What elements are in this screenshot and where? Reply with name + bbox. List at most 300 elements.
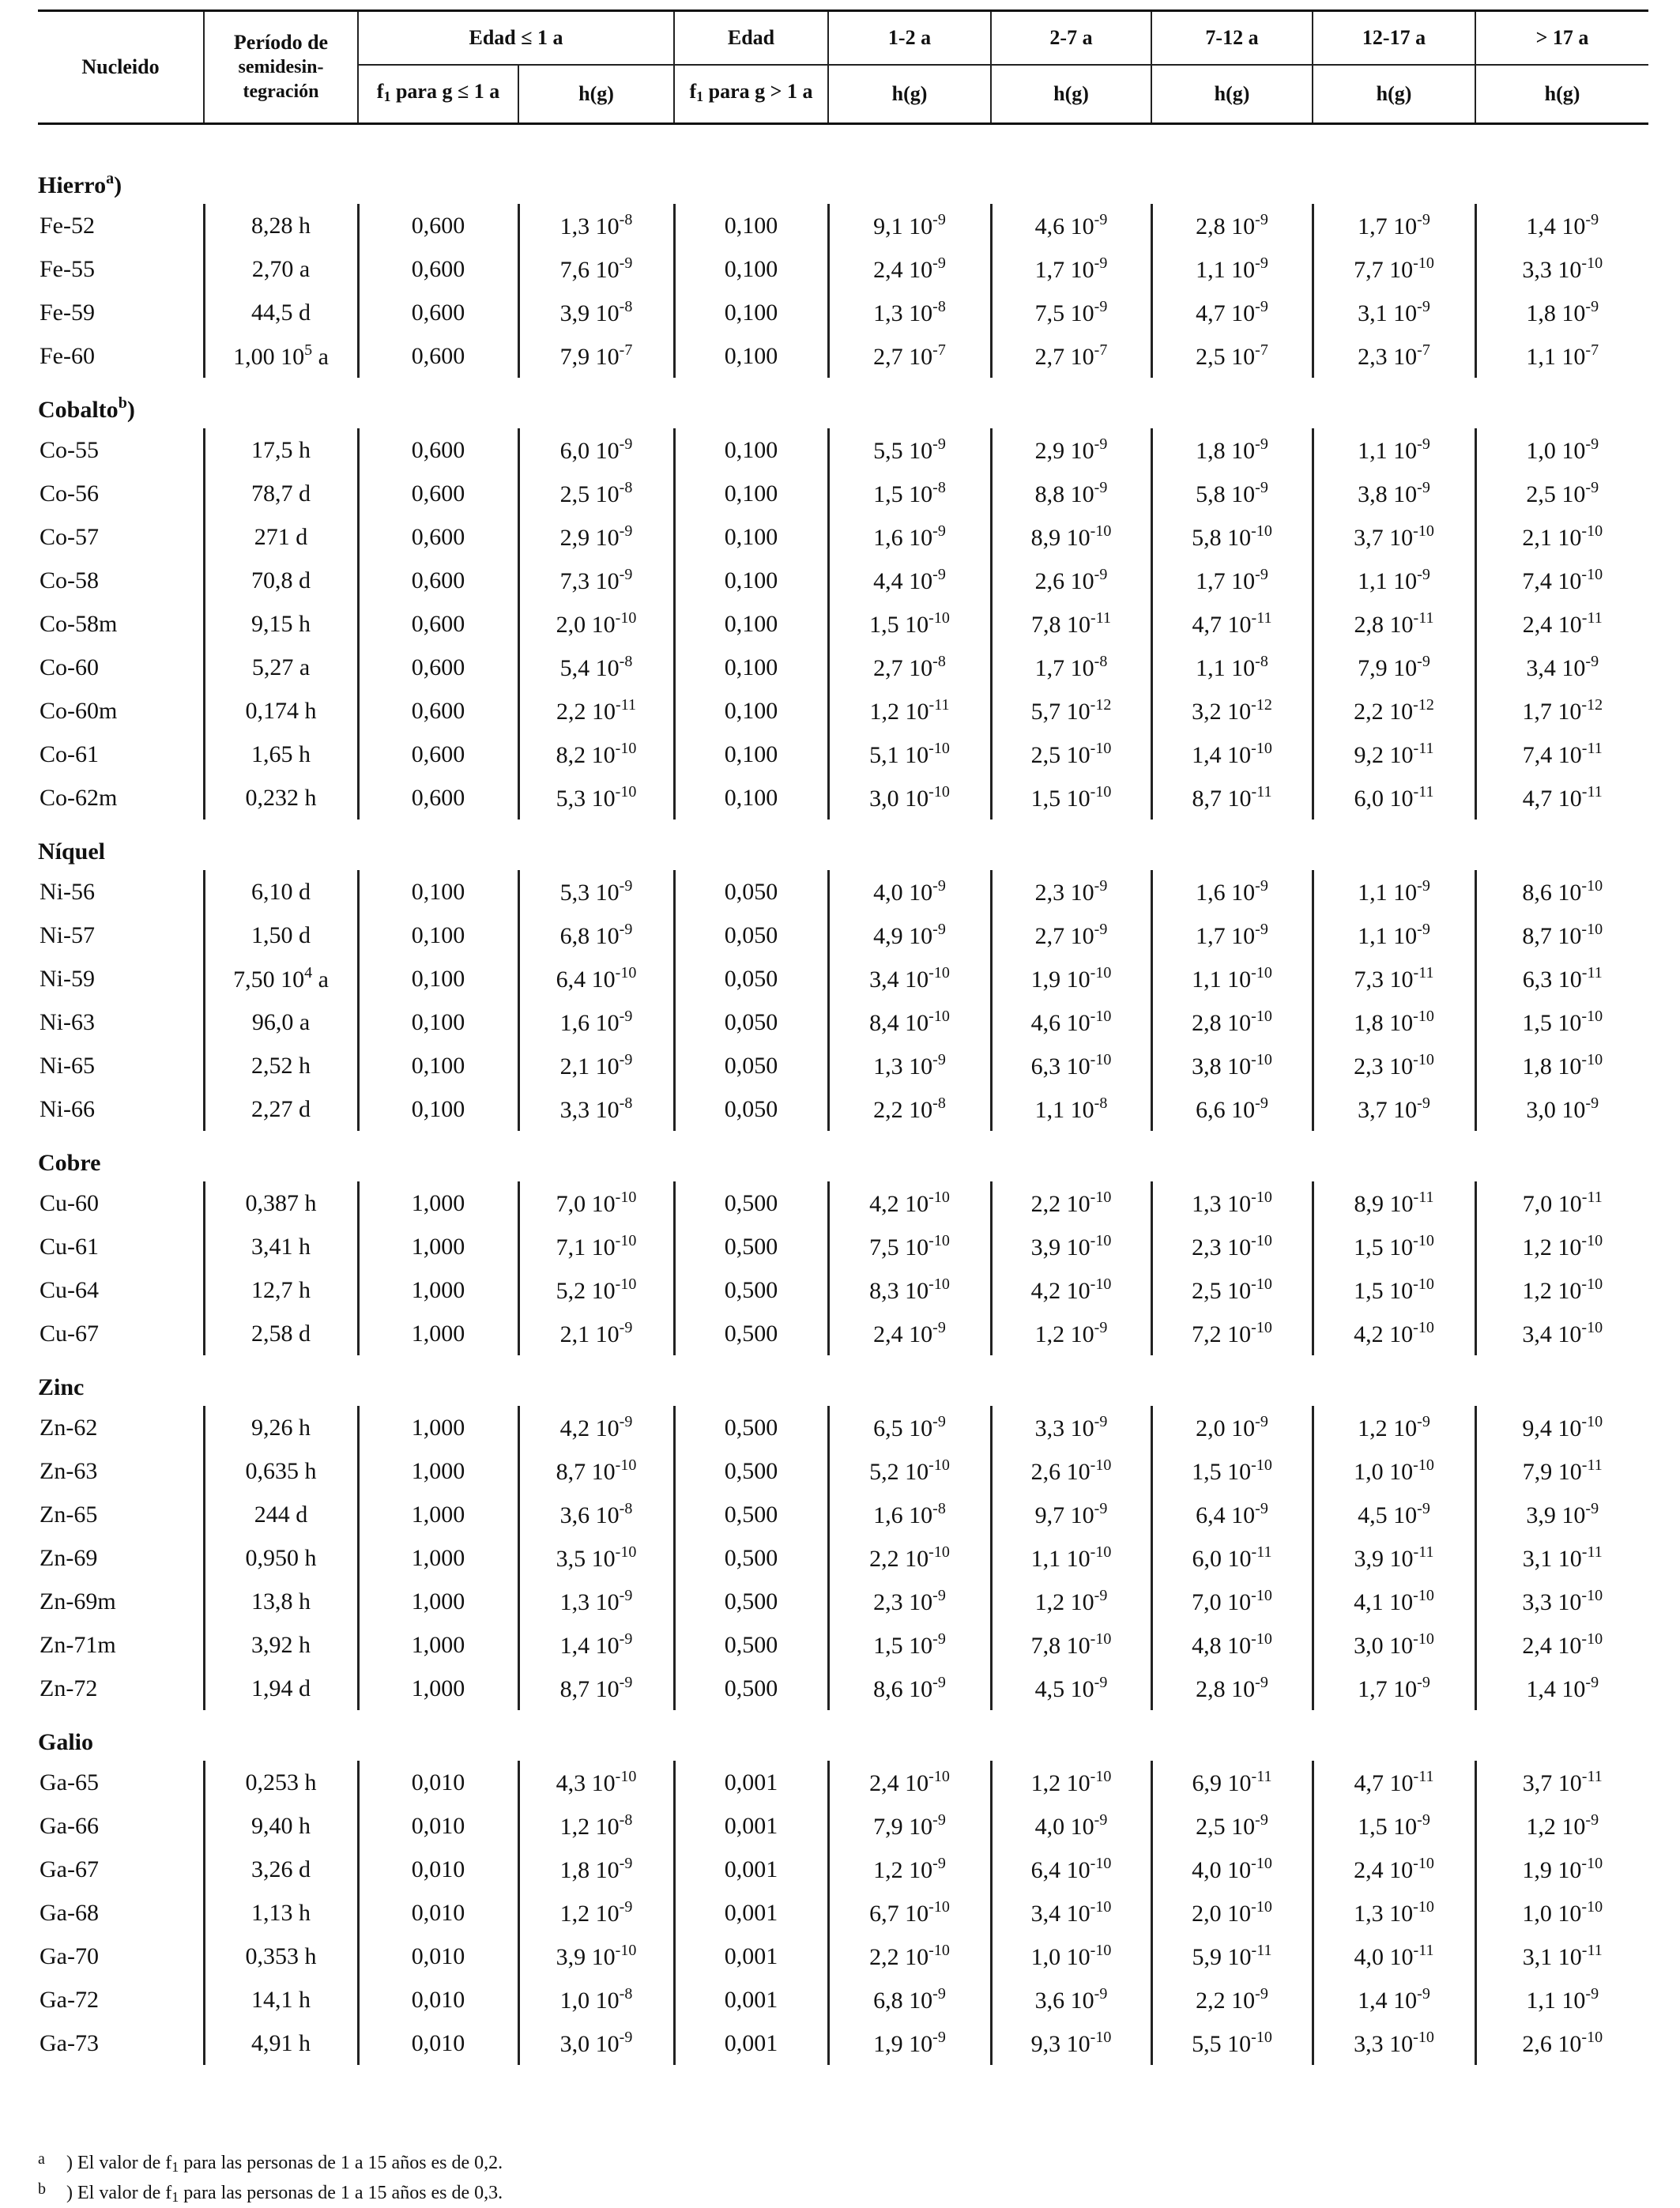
cell-hg-12-17 [1313,1848,1475,1891]
g3-r3-hg-12-17-exponent: -10 [1413,1319,1434,1336]
cell-hg-2-7 [991,1225,1151,1268]
cell-half-life: 9,15 h [204,602,358,646]
g1-r5-hg-1-2-exponent: -8 [932,653,946,670]
cell-nuclide: Ni-59 [40,965,95,992]
cell-hg-gt17 [1475,1493,1648,1536]
g5-r1-hg-7-12-exponent: -9 [1255,1811,1268,1829]
header-f1-gt1: $f_1$ para g > 1 a [674,65,828,124]
cell-hg-1-2 [828,1449,991,1493]
cell-half-life: 3,26 d [204,1848,358,1891]
g2-r3-hg-12-17-mantissa: 1,8 10 [1354,1010,1414,1036]
cell-half-life: 12,7 h [204,1268,358,1312]
g2-r3-hg-le1-exponent: -9 [619,1008,633,1025]
g2-r1-hg-le1-exponent: -9 [619,921,633,938]
g0-r3-hg-1-2-exponent: -7 [932,341,946,359]
cell-hg-1-2 [828,1623,991,1667]
g5-r5-hg-le1-mantissa: 1,0 10 [559,1988,620,2014]
g4-r2-hg-le1-mantissa: 3,6 10 [559,1502,620,1528]
cell-hg-2-7 [991,2021,1151,2065]
g5-r4-hg-2-7-mantissa: 1,0 10 [1030,1944,1090,1970]
group-title [38,378,1648,428]
g5-r5-hg-gt17-mantissa: 1,1 10 [1526,1988,1586,2014]
cell-f1-gt1: 0,100 [674,776,828,820]
cell-f1-le1: 0,600 [358,733,518,776]
g0-r3-hg-2-7-mantissa: 2,7 10 [1034,344,1094,370]
g1-r0-hg-7-12-exponent: -9 [1255,435,1268,453]
cell-f1-gt1: 0,001 [674,2021,828,2065]
cell-hg-7-12 [1151,428,1313,472]
cell-nuclide: Ni-63 [40,1008,95,1035]
cell-hg-le1 [518,1848,674,1891]
cell-hg-7-12 [1151,2021,1313,2065]
g0-r2-hg-12-17-exponent: -9 [1417,298,1430,315]
g3-r0-hg-1-2-exponent: -10 [929,1189,950,1206]
cell-hg-gt17 [1475,2021,1648,2065]
cell-f1-le1: 0,600 [358,776,518,820]
cell-f1-gt1: 0,001 [674,1891,828,1935]
g0-r0-hg-1-2-exponent: -9 [932,211,946,228]
g1-r3-hg-gt17-mantissa: 7,4 10 [1522,568,1582,594]
g2-r5-hg-le1-mantissa: 3,3 10 [559,1097,620,1123]
g0-r1-hg-1-2-mantissa: 2,4 10 [873,257,933,283]
g3-r2-hg-gt17-exponent: -10 [1581,1275,1603,1293]
cell-hg-12-17 [1313,2021,1475,2065]
cell-f1-gt1: 0,001 [674,1978,828,2021]
g2-r2-half-life-exponent: 4 [304,964,313,982]
table-row [38,1493,1648,1536]
g4-r3-hg-2-7-mantissa: 1,1 10 [1030,1546,1090,1572]
cell-hg-12-17 [1313,428,1475,472]
g3-r3-hg-12-17-mantissa: 4,2 10 [1354,1321,1414,1347]
footnote-text-prefix-0: El valor de f [73,2153,172,2173]
g1-r6-hg-7-12-mantissa: 3,2 10 [1192,699,1252,725]
footnote [38,2148,503,2178]
g3-r3-hg-7-12-mantissa: 7,2 10 [1192,1321,1252,1347]
g0-r1-hg-7-12-mantissa: 1,1 10 [1196,257,1256,283]
header-hg-12-17: h(g) [1313,65,1475,124]
table-row [38,957,1648,1000]
g2-r3-hg-12-17-exponent: -10 [1413,1008,1434,1025]
cell-hg-7-12 [1151,1493,1313,1536]
table-row [38,1000,1648,1044]
cell-f1-gt1: 0,001 [674,1935,828,1978]
cell-hg-gt17 [1475,1181,1648,1225]
g0-r3-hg-7-12-exponent: -7 [1255,341,1268,359]
cell-hg-7-12 [1151,515,1313,559]
cell-hg-1-2 [828,1225,991,1268]
g4-r0-hg-gt17-mantissa: 9,4 10 [1522,1415,1582,1441]
footnote [38,2178,503,2208]
cell-hg-1-2 [828,1312,991,1355]
g2-r4-hg-gt17-exponent: -10 [1581,1051,1603,1068]
g0-r0-hg-1-2-mantissa: 9,1 10 [873,213,933,239]
g5-r6-hg-2-7-mantissa: 9,3 10 [1030,2031,1090,2057]
g4-r3-hg-2-7-exponent: -10 [1090,1543,1112,1561]
g5-r4-hg-gt17-mantissa: 3,1 10 [1522,1944,1582,1970]
g5-r4-hg-1-2-mantissa: 2,2 10 [869,1944,929,1970]
header-hg-le1: h(g) [518,65,674,124]
cell-hg-le1 [518,1449,674,1493]
footnote-paren-1: ) [66,2183,73,2203]
group-title [38,1710,1648,1761]
g2-r1-hg-7-12-mantissa: 1,7 10 [1196,923,1256,949]
g4-r0-hg-le1-exponent: -9 [619,1413,633,1430]
cell-hg-1-2 [828,733,991,776]
cell-hg-2-7 [991,1804,1151,1848]
g0-r0-hg-le1-mantissa: 1,3 10 [559,213,620,239]
g4-r6-hg-1-2-mantissa: 8,6 10 [873,1676,933,1702]
g5-r1-hg-gt17-exponent: -9 [1585,1811,1599,1829]
cell-hg-2-7 [991,1536,1151,1580]
table-row [38,204,1648,247]
table-row [38,1580,1648,1623]
cell-f1-le1: 0,100 [358,870,518,914]
cell-half-life: 2,27 d [204,1087,358,1131]
g4-r1-hg-gt17-exponent: -11 [1581,1456,1603,1474]
g5-r4-hg-2-7-exponent: -10 [1090,1942,1112,1959]
cell-hg-le1 [518,1493,674,1536]
cell-hg-le1 [518,472,674,515]
cell-hg-1-2 [828,914,991,957]
g4-r6-hg-gt17-exponent: -9 [1585,1674,1599,1691]
cell-nuclide: Cu-67 [40,1320,99,1347]
g5-r5-hg-7-12-mantissa: 2,2 10 [1196,1988,1256,2014]
g4-r0-hg-1-2-mantissa: 6,5 10 [873,1415,933,1441]
g3-r3-hg-1-2-exponent: -9 [932,1319,946,1336]
cell-hg-12-17 [1313,1087,1475,1131]
cell-f1-gt1: 0,500 [674,1312,828,1355]
g2-r2-half-life-unit: a [312,966,329,993]
cell-hg-12-17 [1313,247,1475,291]
group-name: Galio [38,1729,94,1755]
g1-r3-hg-7-12-exponent: -9 [1255,566,1268,583]
footnote-sub-1: 1 [171,2189,179,2205]
cell-hg-7-12 [1151,1536,1313,1580]
cell-half-life: 96,0 a [204,1000,358,1044]
cell-hg-1-2 [828,776,991,820]
g4-r4-hg-7-12-mantissa: 7,0 10 [1192,1589,1252,1615]
g5-r1-hg-7-12-mantissa: 2,5 10 [1196,1814,1256,1840]
cell-hg-le1 [518,1087,674,1131]
cell-f1-gt1: 0,001 [674,1761,828,1804]
g2-r0-hg-7-12-exponent: -9 [1255,877,1268,895]
cell-hg-12-17 [1313,1804,1475,1848]
g1-r5-hg-gt17-exponent: -9 [1585,653,1599,670]
table-row [38,1804,1648,1848]
cell-hg-le1 [518,914,674,957]
cell-f1-le1: 1,000 [358,1667,518,1710]
g4-r0-hg-7-12-mantissa: 2,0 10 [1196,1415,1256,1441]
g4-r6-hg-12-17-mantissa: 1,7 10 [1358,1676,1418,1702]
cell-half-life: 44,5 d [204,291,358,334]
group-header-row [38,1710,1648,1761]
cell-hg-gt17 [1475,1225,1648,1268]
g5-r6-hg-le1-mantissa: 3,0 10 [559,2031,620,2057]
cell-hg-12-17 [1313,1449,1475,1493]
cell-hg-2-7 [991,689,1151,733]
header-half-life-line2: semidesin- [238,57,324,77]
g5-r2-hg-12-17-mantissa: 2,4 10 [1354,1857,1414,1883]
g5-r4-hg-le1-mantissa: 3,9 10 [556,1944,616,1970]
g4-r3-hg-1-2-mantissa: 2,2 10 [869,1546,929,1572]
g3-r0-hg-le1-exponent: -10 [615,1189,637,1206]
cell-hg-7-12 [1151,1406,1313,1449]
g5-r6-hg-le1-exponent: -9 [619,2029,633,2046]
cell-half-life: 0,353 h [204,1935,358,1978]
g4-r5-hg-1-2-exponent: -9 [932,1630,946,1648]
g2-r3-hg-1-2-exponent: -10 [929,1008,950,1025]
cell-nuclide: Fe-55 [40,255,95,282]
cell-f1-gt1: 0,100 [674,204,828,247]
g4-r0-hg-2-7-exponent: -9 [1094,1413,1108,1430]
table-row [38,1312,1648,1355]
table-row [38,602,1648,646]
cell-hg-12-17 [1313,472,1475,515]
g5-r5-hg-2-7-exponent: -9 [1094,1985,1108,2003]
g2-r4-hg-7-12-mantissa: 3,8 10 [1192,1053,1252,1080]
g2-r5-hg-12-17-exponent: -9 [1417,1095,1430,1112]
g1-r8-hg-1-2-mantissa: 3,0 10 [869,786,929,812]
g4-r1-hg-gt17-mantissa: 7,9 10 [1522,1459,1582,1485]
g3-r0-hg-12-17-mantissa: 8,9 10 [1354,1191,1414,1217]
g3-r0-hg-12-17-exponent: -11 [1413,1189,1434,1206]
cell-hg-gt17 [1475,957,1648,1000]
g1-r0-hg-le1-exponent: -9 [619,435,633,453]
g2-r0-hg-gt17-mantissa: 8,6 10 [1522,880,1582,906]
cell-f1-le1: 1,000 [358,1181,518,1225]
g0-r3-hg-gt17-exponent: -7 [1585,341,1599,359]
g4-r5-hg-gt17-exponent: -10 [1581,1630,1603,1648]
cell-nuclide: Co-60 [40,654,99,680]
cell-f1-gt1: 0,500 [674,1580,828,1623]
g1-r2-hg-2-7-mantissa: 8,9 10 [1030,525,1090,551]
g2-r2-hg-gt17-mantissa: 6,3 10 [1522,966,1582,993]
g2-r3-hg-1-2-mantissa: 8,4 10 [869,1010,929,1036]
cell-f1-le1: 0,100 [358,1044,518,1087]
table-row [38,2021,1648,2065]
cell-f1-gt1: 0,100 [674,472,828,515]
cell-hg-1-2 [828,602,991,646]
table-row [38,1087,1648,1131]
header-f1-le1: $f_1$ para g ≤ 1 a [358,65,518,124]
group-name: Cobalto [38,397,119,423]
g1-r3-hg-7-12-mantissa: 1,7 10 [1196,568,1256,594]
table-row [38,1044,1648,1087]
cell-f1-le1: 1,000 [358,1225,518,1268]
cell-hg-2-7 [991,334,1151,378]
g1-r6-hg-gt17-exponent: -12 [1581,696,1603,714]
g2-r5-hg-2-7-mantissa: 1,1 10 [1034,1097,1094,1123]
table-row [38,1891,1648,1935]
cell-hg-7-12 [1151,247,1313,291]
cell-hg-2-7 [991,957,1151,1000]
cell-hg-12-17 [1313,204,1475,247]
g4-r5-hg-2-7-exponent: -10 [1090,1630,1112,1648]
cell-hg-7-12 [1151,689,1313,733]
table-row [38,914,1648,957]
cell-hg-2-7 [991,204,1151,247]
group-header-row [38,1355,1648,1406]
cell-hg-gt17 [1475,1536,1648,1580]
g4-r6-hg-le1-exponent: -9 [619,1674,633,1691]
cell-half-life: 3,41 h [204,1225,358,1268]
cell-half-life [204,957,358,1000]
g5-r6-hg-1-2-exponent: -9 [932,2029,946,2046]
g0-r2-hg-le1-exponent: -8 [619,298,633,315]
g0-r1-hg-7-12-exponent: -9 [1255,254,1268,272]
group-note-paren: ) [114,172,122,198]
cell-hg-1-2 [828,291,991,334]
header-age-le1: Edad ≤ 1 a [358,11,674,66]
cell-hg-2-7 [991,1935,1151,1978]
cell-f1-gt1: 0,500 [674,1667,828,1710]
group-title [38,820,1648,870]
cell-f1-le1: 1,000 [358,1536,518,1580]
cell-hg-le1 [518,1891,674,1935]
g4-r5-hg-7-12-exponent: -10 [1251,1630,1272,1648]
cell-hg-1-2 [828,1000,991,1044]
cell-hg-12-17 [1313,1667,1475,1710]
cell-nuclide: Fe-59 [40,299,95,326]
cell-hg-le1 [518,1225,674,1268]
g4-r3-hg-12-17-exponent: -11 [1413,1543,1434,1561]
cell-nuclide: Ni-56 [40,878,95,905]
cell-f1-gt1: 0,500 [674,1181,828,1225]
cell-hg-gt17 [1475,646,1648,689]
footnote-text-prefix-1: El valor de f [73,2183,172,2203]
cell-f1-le1: 0,010 [358,1935,518,1978]
g5-r5-hg-12-17-exponent: -9 [1417,1985,1430,2003]
group-name: Zinc [38,1374,85,1400]
cell-hg-7-12 [1151,1044,1313,1087]
cell-f1-le1: 0,100 [358,914,518,957]
header-half-life [204,11,358,124]
cell-f1-gt1: 0,050 [674,914,828,957]
cell-hg-le1 [518,334,674,378]
cell-nuclide: Cu-61 [40,1233,99,1260]
g1-r0-hg-1-2-mantissa: 5,5 10 [873,438,933,464]
g2-r0-hg-7-12-mantissa: 1,6 10 [1196,880,1256,906]
g1-r1-hg-2-7-exponent: -9 [1094,479,1108,496]
g1-r5-hg-12-17-mantissa: 7,9 10 [1358,655,1418,681]
cell-hg-12-17 [1313,1891,1475,1935]
cell-half-life: 0,232 h [204,776,358,820]
header-edad: Edad [674,11,828,66]
g1-r7-hg-12-17-mantissa: 9,2 10 [1354,742,1414,768]
cell-hg-2-7 [991,1667,1151,1710]
g0-r0-hg-gt17-mantissa: 1,4 10 [1526,213,1586,239]
g4-r2-hg-12-17-exponent: -9 [1417,1500,1430,1517]
g2-r5-hg-1-2-mantissa: 2,2 10 [873,1097,933,1123]
g5-r2-hg-2-7-mantissa: 6,4 10 [1030,1857,1090,1883]
g0-r3-half-life-mantissa: 1,00 10 [233,344,305,370]
cell-half-life: 70,8 d [204,559,358,602]
cell-f1-le1: 0,600 [358,247,518,291]
cell-nuclide: Ni-66 [40,1095,95,1122]
cell-hg-gt17 [1475,559,1648,602]
g1-r7-hg-le1-exponent: -10 [615,740,637,757]
table-row [38,1449,1648,1493]
g5-r1-hg-1-2-exponent: -9 [932,1811,946,1829]
g2-r4-hg-2-7-mantissa: 6,3 10 [1030,1053,1090,1080]
cell-hg-1-2 [828,1848,991,1891]
g2-r2-hg-2-7-exponent: -10 [1090,964,1112,982]
cell-hg-1-2 [828,1580,991,1623]
cell-hg-1-2 [828,1804,991,1848]
cell-hg-1-2 [828,1493,991,1536]
cell-half-life: 9,26 h [204,1406,358,1449]
cell-half-life: 1,13 h [204,1891,358,1935]
g5-r3-hg-1-2-mantissa: 6,7 10 [869,1901,929,1927]
g5-r3-hg-gt17-exponent: -10 [1581,1898,1603,1916]
cell-hg-1-2 [828,334,991,378]
g5-r6-hg-12-17-exponent: -10 [1413,2029,1434,2046]
table-row [38,515,1648,559]
cell-half-life: 4,91 h [204,2021,358,2065]
g0-r3-hg-12-17-exponent: -7 [1417,341,1430,359]
g4-r1-hg-7-12-exponent: -10 [1251,1456,1272,1474]
g2-r0-hg-le1-mantissa: 5,3 10 [559,880,620,906]
g3-r2-hg-le1-mantissa: 5,2 10 [556,1278,616,1304]
cell-hg-1-2 [828,1406,991,1449]
g1-r3-hg-12-17-mantissa: 1,1 10 [1358,568,1418,594]
cell-nuclide: Ga-67 [40,1856,99,1882]
group-header-row [38,1131,1648,1181]
cell-hg-2-7 [991,914,1151,957]
cell-half-life: 0,253 h [204,1761,358,1804]
table-row [38,428,1648,472]
cell-hg-le1 [518,602,674,646]
g2-r3-hg-7-12-mantissa: 2,8 10 [1192,1010,1252,1036]
cell-hg-7-12 [1151,1978,1313,2021]
g5-r5-hg-le1-exponent: -8 [619,1985,633,2003]
g5-r2-hg-7-12-mantissa: 4,0 10 [1192,1857,1252,1883]
g1-r8-hg-7-12-mantissa: 8,7 10 [1192,786,1252,812]
group-header-row [38,124,1648,205]
cell-hg-le1 [518,1978,674,2021]
cell-hg-7-12 [1151,602,1313,646]
g1-r2-hg-gt17-mantissa: 2,1 10 [1522,525,1582,551]
g3-r1-hg-12-17-mantissa: 1,5 10 [1354,1234,1414,1260]
g5-r0-hg-gt17-exponent: -11 [1581,1768,1603,1785]
cell-hg-1-2 [828,515,991,559]
g0-r2-hg-7-12-mantissa: 4,7 10 [1196,300,1256,326]
cell-hg-1-2 [828,646,991,689]
group-name: Níquel [38,838,106,865]
table-row [38,247,1648,291]
g2-r5-hg-gt17-mantissa: 3,0 10 [1526,1097,1586,1123]
g5-r6-hg-gt17-mantissa: 2,6 10 [1522,2031,1582,2057]
g1-r4-hg-gt17-mantissa: 2,4 10 [1522,612,1582,638]
cell-hg-12-17 [1313,559,1475,602]
cell-hg-7-12 [1151,870,1313,914]
g1-r4-hg-12-17-mantissa: 2,8 10 [1354,612,1414,638]
cell-hg-le1 [518,1312,674,1355]
cell-f1-le1: 0,010 [358,1761,518,1804]
g1-r1-hg-1-2-exponent: -8 [932,479,946,496]
g1-r8-hg-2-7-mantissa: 1,5 10 [1030,786,1090,812]
g0-r2-hg-1-2-exponent: -8 [932,298,946,315]
group-title [38,124,1648,205]
g4-r5-hg-1-2-mantissa: 1,5 10 [873,1633,933,1659]
g4-r2-hg-1-2-mantissa: 1,6 10 [873,1502,933,1528]
cell-f1-gt1: 0,100 [674,689,828,733]
cell-f1-le1: 0,100 [358,957,518,1000]
g2-r3-hg-2-7-exponent: -10 [1090,1008,1112,1025]
g4-r4-hg-2-7-exponent: -9 [1094,1587,1108,1604]
cell-f1-gt1: 0,050 [674,1087,828,1131]
g1-r2-hg-2-7-exponent: -10 [1090,522,1112,540]
